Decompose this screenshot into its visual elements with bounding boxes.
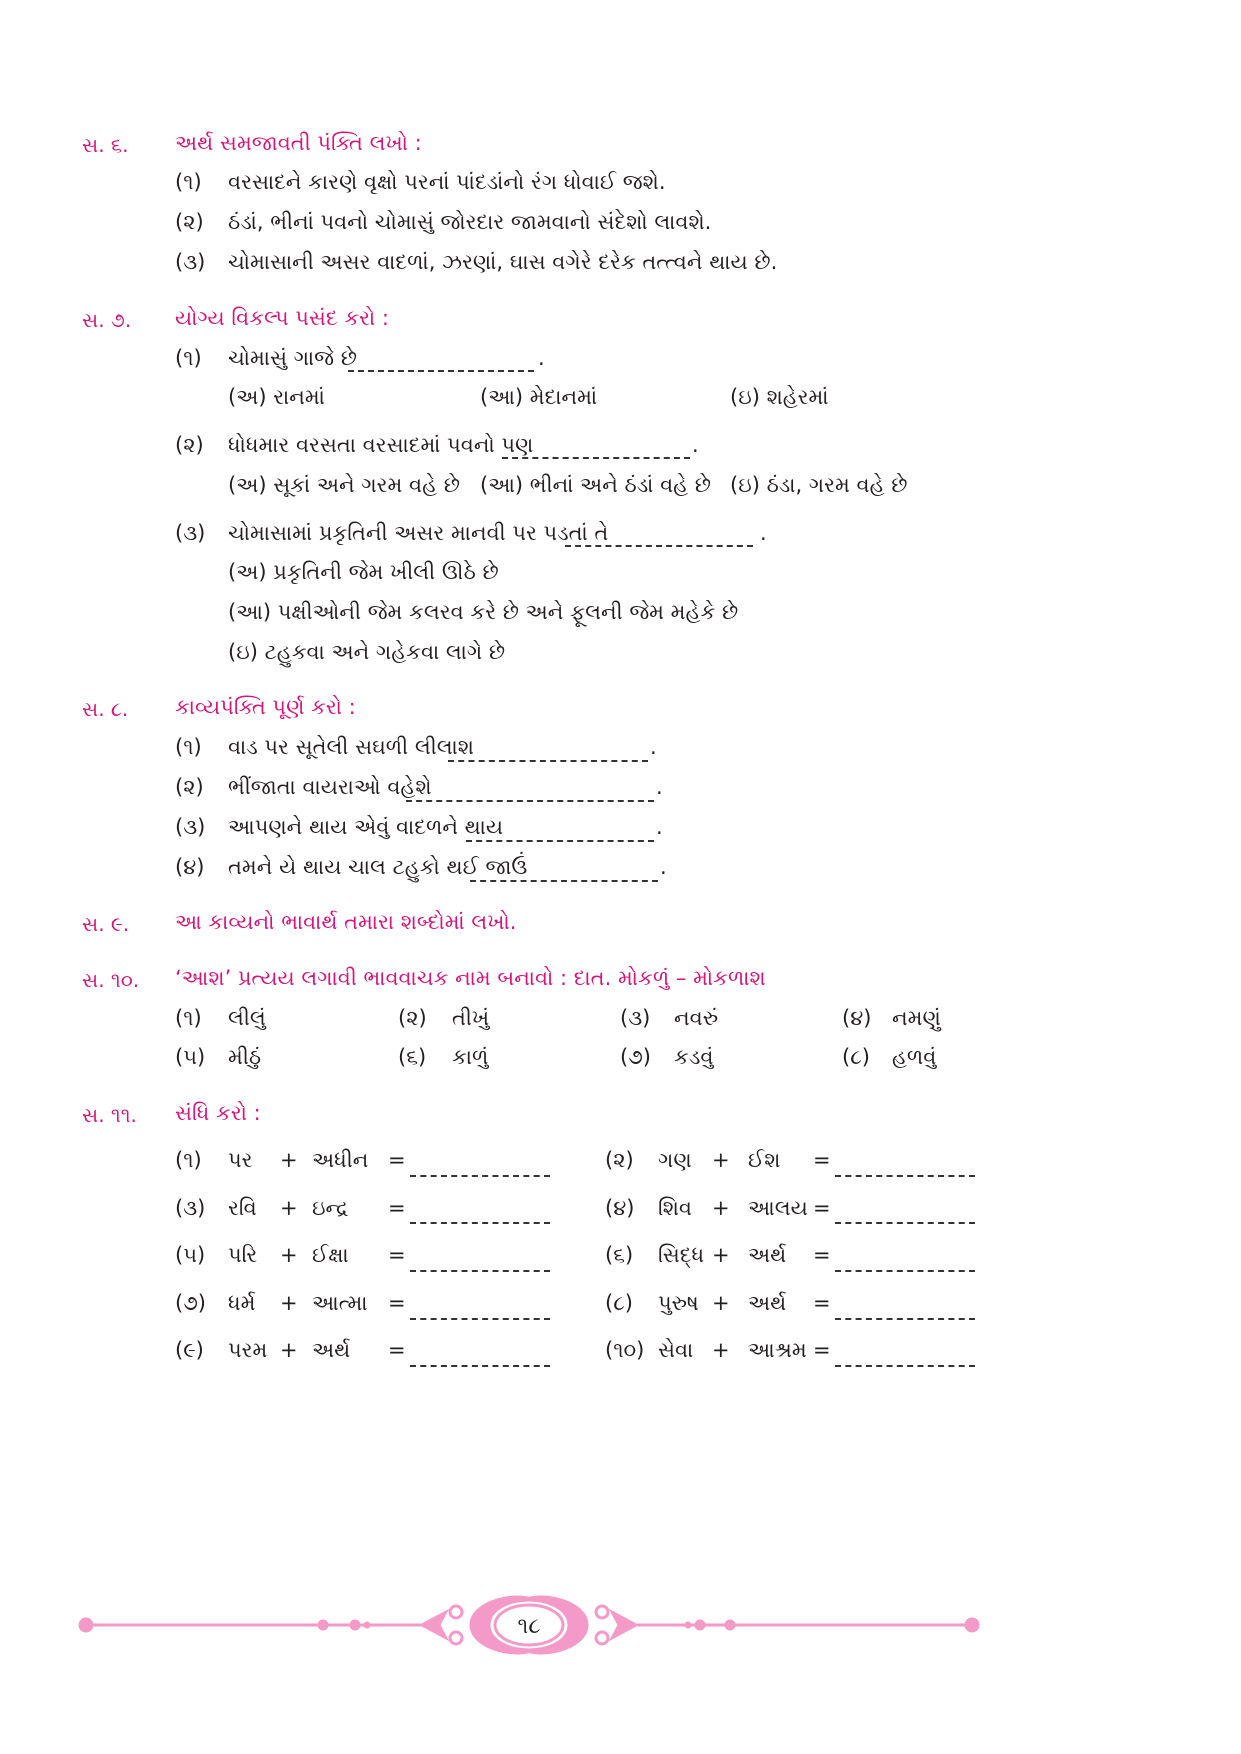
q7-item-number: (૧)	[175, 346, 202, 370]
q11-number: સ. ૧૧.	[82, 1103, 137, 1127]
q10-item-word: કાળું	[452, 1045, 489, 1069]
period: .	[760, 521, 767, 545]
q7-item-number: (૩)	[175, 521, 206, 545]
plus-sign: +	[712, 1196, 730, 1220]
q6-item-text: ચોમાસાની અસર વાદળાં, ઝરણાં, ઘાસ વગેરે દરેક તત્ત્વને થાય છે.	[228, 250, 778, 274]
q7-option: (ઇ) શહેરમાં	[730, 385, 829, 409]
q10-item-word: મીઠું	[228, 1045, 262, 1069]
q10-item-number: (૧)	[175, 1006, 202, 1030]
equals-sign: =	[813, 1243, 831, 1267]
answer-blank[interactable]	[410, 1222, 550, 1224]
q6-item-number: (૨)	[175, 210, 204, 234]
sandhi-second-word: અર્થ	[748, 1243, 787, 1267]
q10-item-number: (૪)	[842, 1006, 872, 1030]
q8-title: કાવ્યપંક્તિ પૂર્ણ કરો :	[175, 695, 356, 719]
q10-item-word: હળવું	[892, 1045, 937, 1069]
answer-blank[interactable]	[835, 1365, 975, 1367]
q10-number: સ. ૧૦.	[82, 968, 140, 992]
q6-item-text: ઠંડાં, ભીનાં પવનો ચોમાસું જોરદાર જામવાનો સંદેશો લાવશે.	[228, 210, 712, 234]
q6-title: અર્થ સમજાવતી પંક્તિ લખો :	[175, 131, 422, 155]
sandhi-number: (૪)	[605, 1196, 635, 1220]
answer-blank[interactable]	[835, 1222, 975, 1224]
sandhi-second-word: અર્થ	[748, 1291, 787, 1315]
q9-number: સ. ૯.	[82, 912, 130, 936]
equals-sign: =	[813, 1338, 831, 1362]
sandhi-number: (૭)	[175, 1291, 206, 1315]
q10-item-word: નવરું	[674, 1006, 719, 1030]
sandhi-first-word: સિદ્ધ	[658, 1243, 705, 1267]
answer-blank[interactable]	[410, 1318, 550, 1320]
q6-number: સ. ૬.	[82, 133, 129, 157]
q11-title: સંધિ કરો :	[175, 1101, 261, 1125]
equals-sign: =	[388, 1338, 406, 1362]
q7-number: સ. ૭.	[82, 308, 132, 332]
q7-item-number: (૨)	[175, 433, 204, 457]
sandhi-first-word: પરિ	[228, 1243, 258, 1267]
q6-item-text: વરસાદને કારણે વૃક્ષો પરનાં પાંદડાંનો રંગ ધોવાઈ જશે.	[228, 170, 666, 194]
q7-option: (ઇ) ઠંડા, ગરમ વહે છે	[730, 473, 908, 497]
period: .	[656, 815, 663, 839]
answer-blank[interactable]	[470, 880, 658, 882]
q9-title: આ કાવ્યનો ભાવાર્થ તમારા શબ્દોમાં લખો.	[175, 910, 517, 934]
sandhi-number: (૬)	[605, 1243, 634, 1267]
answer-blank[interactable]	[406, 800, 654, 802]
plus-sign: +	[280, 1196, 298, 1220]
period: .	[692, 433, 699, 457]
sandhi-first-word: ધર્મ	[228, 1291, 256, 1315]
period: .	[656, 775, 663, 799]
q7-item-text: ચોમાસું ગાજે છે	[228, 346, 357, 370]
period: .	[538, 346, 545, 370]
q8-number: સ. ૮.	[82, 697, 129, 721]
sandhi-number: (૯)	[175, 1338, 204, 1362]
sandhi-number: (૩)	[175, 1196, 206, 1220]
sandhi-second-word: આલય	[748, 1196, 808, 1220]
q10-item-number: (૮)	[842, 1045, 870, 1069]
answer-blank[interactable]	[466, 840, 654, 842]
q6-item-number: (૧)	[175, 170, 202, 194]
q10-item-number: (૫)	[175, 1045, 206, 1069]
sandhi-first-word: સેવા	[658, 1338, 694, 1362]
q8-item-text: ભીંજાતા વાયરાઓ વહેશે	[228, 775, 432, 799]
q6-item-number: (૩)	[175, 250, 206, 274]
q7-option: (અ) પ્રકૃતિની જેમ ખીલી ઊઠે છે	[228, 560, 499, 584]
q8-item-number: (૩)	[175, 815, 206, 839]
sandhi-first-word: રવિ	[228, 1196, 257, 1220]
sandhi-number: (૧૦)	[605, 1338, 645, 1362]
q7-option: (અ) રાનમાં	[228, 385, 325, 409]
sandhi-number: (૧)	[175, 1148, 202, 1172]
q10-item-number: (૨)	[398, 1006, 427, 1030]
equals-sign: =	[813, 1148, 831, 1172]
q10-item-number: (૬)	[398, 1045, 427, 1069]
plus-sign: +	[280, 1291, 298, 1315]
q7-option: (આ) પક્ષીઓની જેમ કલરવ કરે છે અને ફૂલની જેમ મહેકે છે	[228, 600, 739, 624]
plus-sign: +	[280, 1243, 298, 1267]
plus-sign: +	[712, 1338, 730, 1362]
answer-blank[interactable]	[565, 545, 753, 547]
q7-option: (ઇ) ટહુકવા અને ગહેકવા લાગે છે	[228, 640, 506, 664]
q8-item-number: (૧)	[175, 735, 202, 759]
q10-item-number: (૭)	[620, 1045, 651, 1069]
q10-item-word: નમણું	[892, 1006, 941, 1030]
q7-option: (આ) મેદાનમાં	[480, 385, 598, 409]
answer-blank[interactable]	[348, 370, 534, 372]
q7-item-text: ચોમાસામાં પ્રકૃતિની અસર માનવી પર પડતાં તે	[228, 521, 609, 545]
q10-item-number: (૩)	[620, 1006, 651, 1030]
sandhi-number: (૨)	[605, 1148, 634, 1172]
equals-sign: =	[388, 1148, 406, 1172]
sandhi-second-word: અર્થ	[312, 1338, 351, 1362]
equals-sign: =	[388, 1196, 406, 1220]
plus-sign: +	[712, 1291, 730, 1315]
period: .	[650, 735, 657, 759]
answer-blank[interactable]	[448, 760, 648, 762]
answer-blank[interactable]	[502, 457, 690, 459]
sandhi-second-word: ઈક્ષા	[312, 1243, 349, 1267]
equals-sign: =	[388, 1243, 406, 1267]
sandhi-second-word: અધીન	[312, 1148, 369, 1172]
answer-blank[interactable]	[410, 1365, 550, 1367]
q10-item-word: તીખું	[452, 1006, 490, 1030]
q8-item-text: આપણને થાય એવું વાદળને થાય	[228, 815, 504, 839]
plus-sign: +	[712, 1243, 730, 1267]
sandhi-first-word: પરમ	[228, 1338, 268, 1362]
q7-title: યોગ્ય વિકલ્પ પસંદ કરો :	[175, 306, 389, 330]
period: .	[660, 855, 667, 879]
equals-sign: =	[813, 1291, 831, 1315]
sandhi-first-word: શિવ	[658, 1196, 693, 1220]
answer-blank[interactable]	[835, 1270, 975, 1272]
q8-item-text: વાડ પર સૂતેલી સઘળી લીલાશ	[228, 735, 474, 759]
q7-item-text: ધોધમાર વરસતા વરસાદમાં પવનો પણ	[228, 433, 534, 457]
q8-item-text: તમને યે થાય ચાલ ટહુકો થઈ જાઉં	[228, 855, 528, 879]
equals-sign: =	[388, 1291, 406, 1315]
sandhi-first-word: ગણ	[658, 1148, 692, 1172]
q10-item-word: કડવું	[674, 1045, 714, 1069]
sandhi-number: (૫)	[175, 1243, 206, 1267]
answer-blank[interactable]	[835, 1318, 975, 1320]
footer-ornament	[0, 1580, 1241, 1670]
answer-blank[interactable]	[835, 1175, 975, 1177]
sandhi-first-word: પુરુષ	[658, 1291, 699, 1315]
q7-option: (અ) સૂકાં અને ગરમ વહે છે	[228, 473, 460, 497]
plus-sign: +	[280, 1148, 298, 1172]
sandhi-number: (૮)	[605, 1291, 633, 1315]
sandhi-second-word: ઇન્દ્ર	[312, 1196, 349, 1220]
q10-title: ‘આશ’ પ્રત્યય લગાવી ભાવવાચક નામ બનાવો : દાત. મોકળું – મોકળાશ	[175, 966, 766, 990]
q8-item-number: (૪)	[175, 855, 205, 879]
q8-item-number: (૨)	[175, 775, 204, 799]
equals-sign: =	[813, 1196, 831, 1220]
q10-item-word: લીલું	[228, 1006, 266, 1030]
plus-sign: +	[712, 1148, 730, 1172]
sandhi-second-word: આશ્રમ	[748, 1338, 807, 1362]
plus-sign: +	[280, 1338, 298, 1362]
page-number: ૧૮	[517, 1614, 541, 1639]
answer-blank[interactable]	[410, 1270, 550, 1272]
answer-blank[interactable]	[410, 1175, 550, 1177]
sandhi-second-word: આત્મા	[312, 1291, 368, 1315]
sandhi-first-word: પર	[228, 1148, 253, 1172]
q7-option: (આ) ભીનાં અને ઠંડાં વહે છે	[480, 473, 712, 497]
sandhi-second-word: ઈશ	[748, 1148, 781, 1172]
